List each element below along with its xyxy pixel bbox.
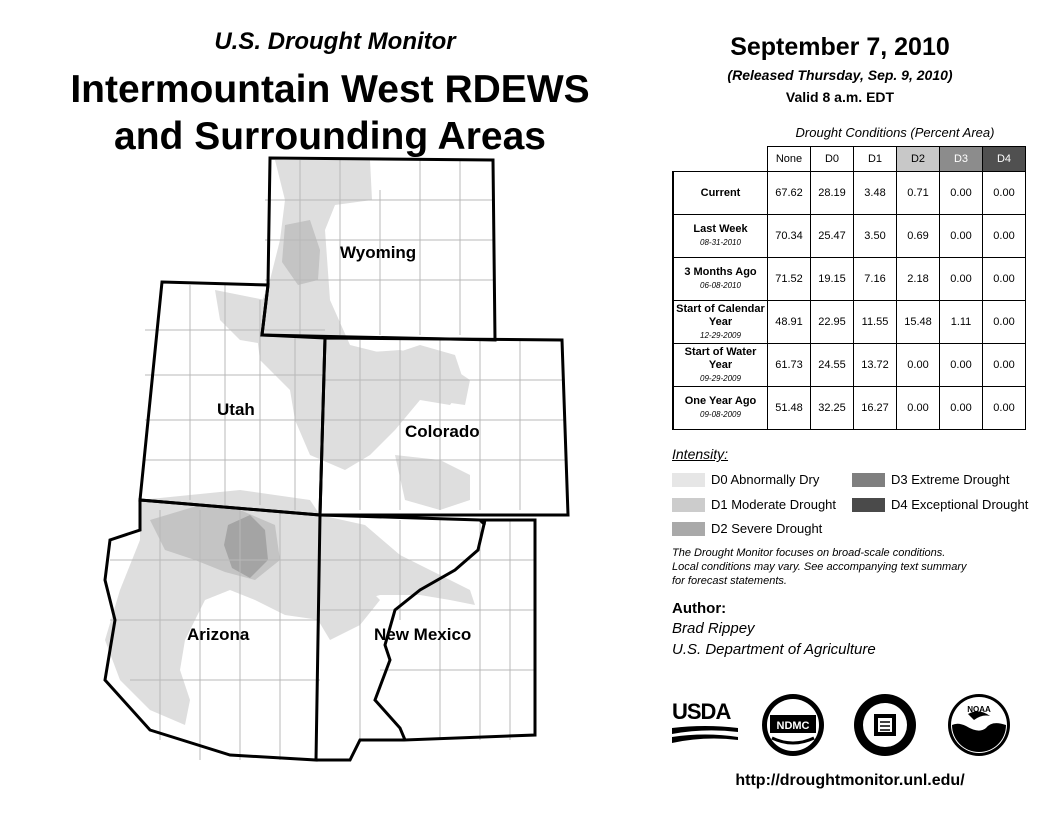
table-cell: 0.00 <box>897 387 940 430</box>
ndmc-logo-text: NDMC <box>776 720 810 732</box>
table-cell: 0.69 <box>897 215 940 258</box>
table-cell: 0.00 <box>983 215 1026 258</box>
table-cell: 19.15 <box>811 258 854 301</box>
table-cell: 0.00 <box>940 344 983 387</box>
legend-label: D1 Moderate Drought <box>711 497 837 512</box>
state-label-colorado: Colorado <box>405 422 480 441</box>
table-cell: 61.73 <box>768 344 811 387</box>
noaa-logo <box>946 692 1012 758</box>
table-cell: 0.00 <box>983 301 1026 344</box>
table-cell: 0.00 <box>940 258 983 301</box>
legend-item-d0 <box>672 472 819 487</box>
row-label-date: 09-29-2009 <box>700 373 741 383</box>
table-row <box>673 215 1026 258</box>
note-line: The Drought Monitor focuses on broad-scale conditions. <box>672 547 946 559</box>
ndmc-logo <box>760 692 826 758</box>
row-label-text: Current <box>700 186 741 199</box>
row-label-date: 08-31-2010 <box>700 238 741 247</box>
row-label-text: Last Week <box>693 223 748 235</box>
table-cell: 48.91 <box>768 301 811 344</box>
table-row <box>673 258 1026 301</box>
legend-swatch <box>672 522 705 536</box>
table-cell: 71.52 <box>768 258 811 301</box>
legend-item-d3 <box>852 472 1010 487</box>
legend-swatch <box>672 498 705 512</box>
release-date: (Released Thursday, Sep. 9, 2010) <box>727 67 953 83</box>
table-cell: 1.11 <box>940 301 983 344</box>
table-cell: 51.48 <box>768 387 811 430</box>
state-label-utah: Utah <box>217 400 255 419</box>
table-cell: 25.47 <box>811 215 854 258</box>
table-cell: 13.72 <box>854 344 897 387</box>
legend-swatch <box>852 498 885 512</box>
col-header: D0 <box>811 147 854 172</box>
d0-area-south-colorado <box>395 455 470 510</box>
table-caption: Drought Conditions (Percent Area) <box>795 125 995 140</box>
legend-item-d1 <box>672 497 836 512</box>
table-cell: 0.00 <box>983 172 1026 215</box>
col-header: D4 <box>983 147 1026 172</box>
row-label-date: 09-08-2009 <box>700 410 741 419</box>
row-label <box>673 387 768 430</box>
legend-item-d2 <box>672 521 822 536</box>
author-name: Brad Rippey <box>672 620 755 637</box>
col-header: D1 <box>854 147 897 172</box>
legend-swatch <box>672 473 705 487</box>
table-cell: 0.71 <box>897 172 940 215</box>
col-header: None <box>768 147 811 172</box>
website-url[interactable]: http://droughtmonitor.unl.edu/ <box>735 772 965 789</box>
table-cell: 0.00 <box>983 387 1026 430</box>
table-cell: 0.00 <box>983 344 1026 387</box>
note-line: for forecast statements. <box>672 575 787 587</box>
legend-item-d4 <box>852 497 1028 512</box>
state-label-wyoming: Wyoming <box>340 243 417 262</box>
note-line: Local conditions may vary. See accompanying text summary <box>672 561 967 573</box>
table-cell: 15.48 <box>897 301 940 344</box>
legend-swatch <box>852 473 885 487</box>
legend-label: D0 Abnormally Dry <box>711 472 820 487</box>
usda-logo: USDA <box>672 700 738 748</box>
row-label-date: 12-29-2009 <box>700 330 741 340</box>
table-cell: 11.55 <box>854 301 897 344</box>
row-label <box>673 215 768 258</box>
row-label <box>673 258 768 301</box>
author-organization: U.S. Department of Agriculture <box>672 641 876 658</box>
table-cell: 3.48 <box>854 172 897 215</box>
table-cell: 28.19 <box>811 172 854 215</box>
col-header: D2 <box>897 147 940 172</box>
title-line-2: and Surrounding Areas <box>114 115 546 158</box>
legend-label: D2 Severe Drought <box>711 521 823 536</box>
table-cell: 0.00 <box>983 258 1026 301</box>
legend-label: D3 Extreme Drought <box>891 472 1010 487</box>
table-cell: 0.00 <box>940 387 983 430</box>
table-row <box>673 387 1026 430</box>
map-date: September 7, 2010 <box>730 33 950 61</box>
row-label-text: One Year Ago <box>684 395 757 407</box>
row-label-text: 3 Months Ago <box>684 266 757 278</box>
author-heading: Author: <box>672 600 727 617</box>
table-cell: 2.18 <box>897 258 940 301</box>
table-cell: 0.00 <box>897 344 940 387</box>
row-label-text: Start of Calendar Year <box>676 302 765 328</box>
conditions-table <box>672 146 1026 430</box>
state-label-arizona: Arizona <box>187 625 250 644</box>
table-cell: 7.16 <box>854 258 897 301</box>
legend-title: Intensity: <box>672 446 729 462</box>
disclaimer-note <box>672 546 1032 588</box>
row-label <box>673 344 768 387</box>
table-row <box>673 301 1026 344</box>
table-row <box>673 172 1026 215</box>
noaa-logo-text: NOAA <box>967 705 991 714</box>
table-cell: 70.34 <box>768 215 811 258</box>
state-label-new-mexico: New Mexico <box>374 625 472 644</box>
col-header: D3 <box>940 147 983 172</box>
table-cell: 3.50 <box>854 215 897 258</box>
subtitle: U.S. Drought Monitor <box>214 28 456 55</box>
table-header-row <box>673 147 1026 172</box>
row-label <box>673 301 768 344</box>
row-label-text: Start of Water Year <box>684 345 757 371</box>
table-cell: 0.00 <box>940 215 983 258</box>
valid-time: Valid 8 a.m. EDT <box>785 89 895 105</box>
table-cell: 32.25 <box>811 387 854 430</box>
table-cell: 22.95 <box>811 301 854 344</box>
legend-label: D4 Exceptional Drought <box>891 497 1029 512</box>
title-line-1: Intermountain West RDEWS <box>70 68 590 111</box>
table-cell: 16.27 <box>854 387 897 430</box>
table-cell: 0.00 <box>940 172 983 215</box>
row-label <box>673 172 768 215</box>
table-cell: 67.62 <box>768 172 811 215</box>
usda-logo-swoosh <box>672 724 738 746</box>
table-row <box>673 344 1026 387</box>
row-label-date: 06-08-2010 <box>700 281 741 290</box>
department-of-commerce-seal <box>852 692 918 758</box>
table-cell: 24.55 <box>811 344 854 387</box>
